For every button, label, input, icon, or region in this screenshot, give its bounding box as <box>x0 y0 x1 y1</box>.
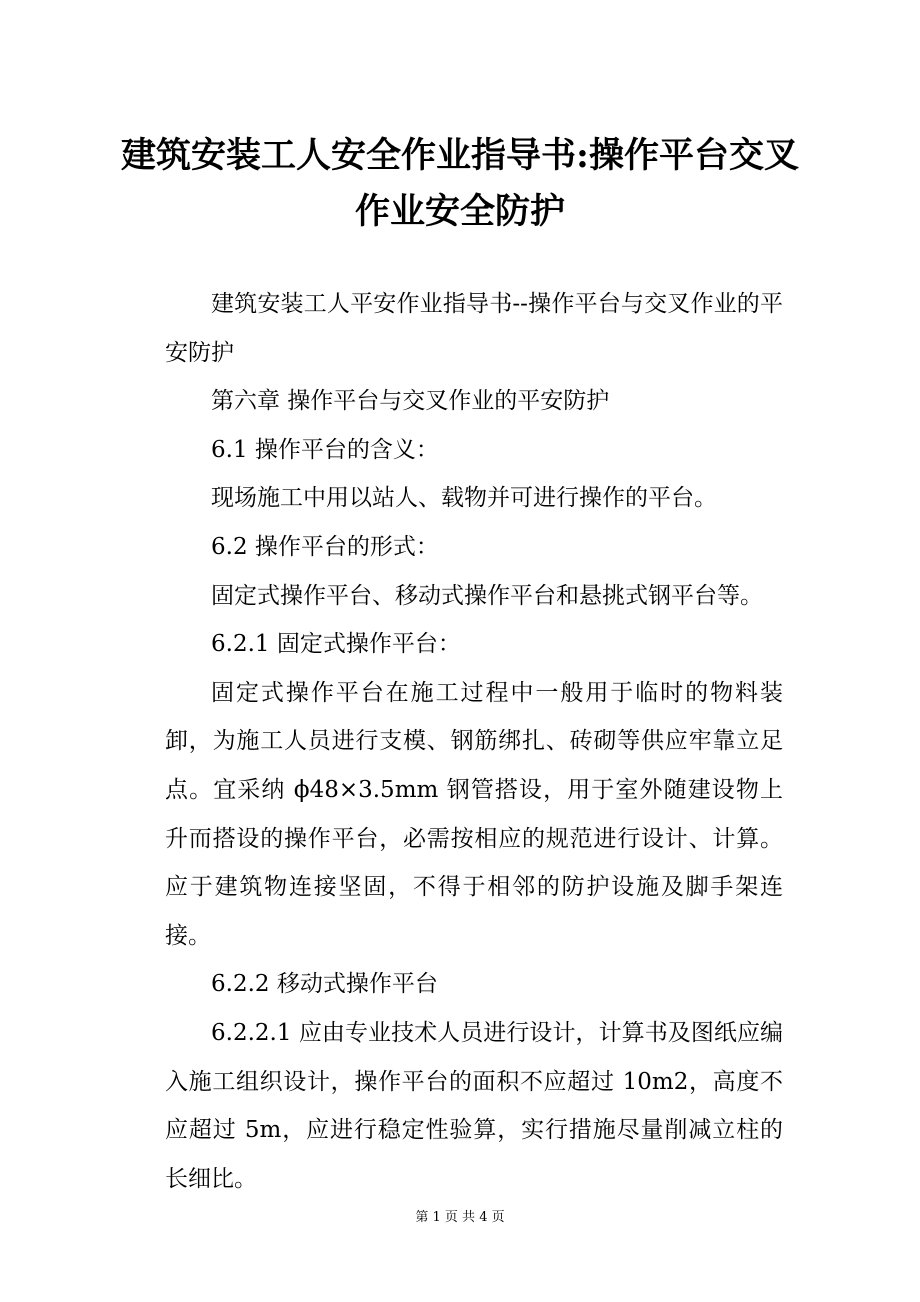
paragraph-6-2-1: 固定式操作平台在施工过程中一般用于临时的物料装卸，为施工人员进行支模、钢筋绑扎、砖砌等供应牢靠立足点。宜采纳 ϕ48×3.5mm 钢管搭设，用于室外随建设物上升而搭设的操作平台，必需按相应的规范进行设计、计算。应于建筑物连接坚固，不得于相邻的防护设施及脚手架连接。 <box>165 679 783 949</box>
section-heading-6-1: 6.1 操作平台的含义： <box>211 436 439 463</box>
document-title: 建筑安装工人安全作业指导书:操作平台交叉作业安全防护 <box>121 135 799 232</box>
chapter-heading: 第六章 操作平台与交叉作业的平安防护 <box>211 388 610 415</box>
paragraph-6-2: 固定式操作平台、移动式操作平台和悬挑式钢平台等。 <box>211 582 763 609</box>
section-heading-6-2-2: 6.2.2 移动式操作平台 <box>211 971 438 998</box>
section-heading-6-2-1: 6.2.1 固定式操作平台： <box>211 631 461 658</box>
paragraph-6-2-2-1: 6.2.2.1 应由专业技术人员进行设计，计算书及图纸应编入施工组织设计，操作平台的面积不应超过 10m2，高度不应超过 5m，应进行稳定性验算，实行措施尽量削减立柱的长细比。 <box>165 1019 783 1192</box>
paragraph-6-1: 现场施工中用以站人、载物并可进行操作的平台。 <box>211 485 717 512</box>
paragraph-intro: 建筑安装工人平安作业指导书--操作平台与交叉作业的平安防护 <box>165 291 783 366</box>
page-footer: 第 1 页 共 4 页 <box>415 1210 505 1225</box>
document-body <box>165 280 783 1203</box>
section-heading-6-2: 6.2 操作平台的形式： <box>211 533 439 560</box>
